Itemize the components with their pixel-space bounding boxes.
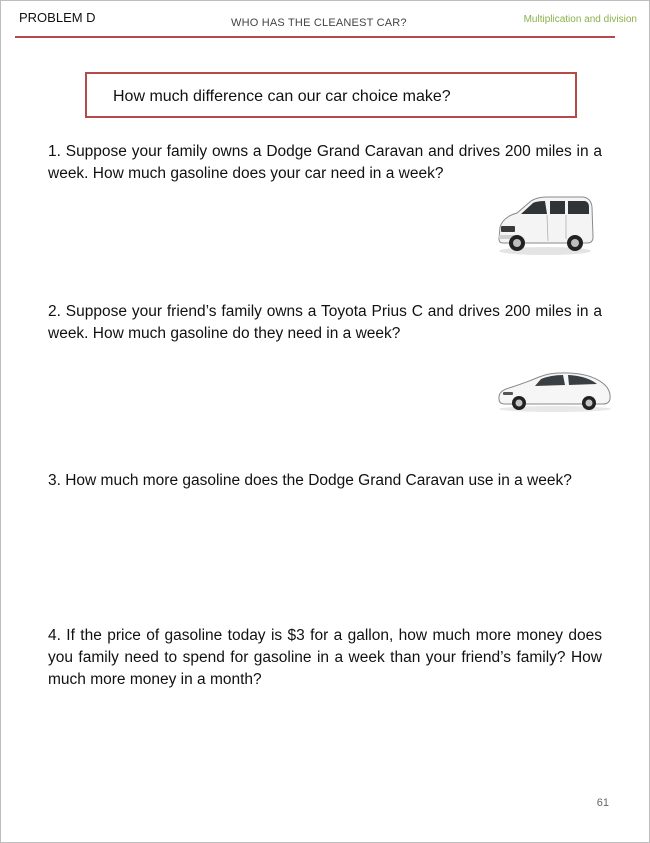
worksheet-title: WHO HAS THE CLEANEST CAR? xyxy=(231,17,407,29)
problem-3: 3. How much more gasoline does the Dodge Grand Caravan use in a week? xyxy=(48,472,572,489)
problem-2: 2. Suppose your friend’s family owns a Toyota Prius C and drives 200 miles in a week. How much gasoline do they need in a week? xyxy=(48,303,602,342)
page-number: 61 xyxy=(596,797,609,809)
hatchback-car-image xyxy=(495,369,613,413)
guiding-question: How much difference can our car choice make? xyxy=(113,88,451,105)
guiding-question-box xyxy=(85,72,577,118)
problem-1: 1. Suppose your family owns a Dodge Grand Caravan and drives 200 miles in a week. How much gasoline does your car need in a week? xyxy=(48,143,602,182)
minivan-image xyxy=(495,193,595,257)
header-divider xyxy=(15,36,615,38)
problem-4: 4. If the price of gasoline today is $3 for a gallon, how much more money does you family need to spend for gasoline in a week than your friend’s family? How much more money in a month? xyxy=(48,627,602,688)
problem-label: PROBLEM D xyxy=(19,10,96,25)
topic-label: Multiplication and division xyxy=(523,14,637,25)
